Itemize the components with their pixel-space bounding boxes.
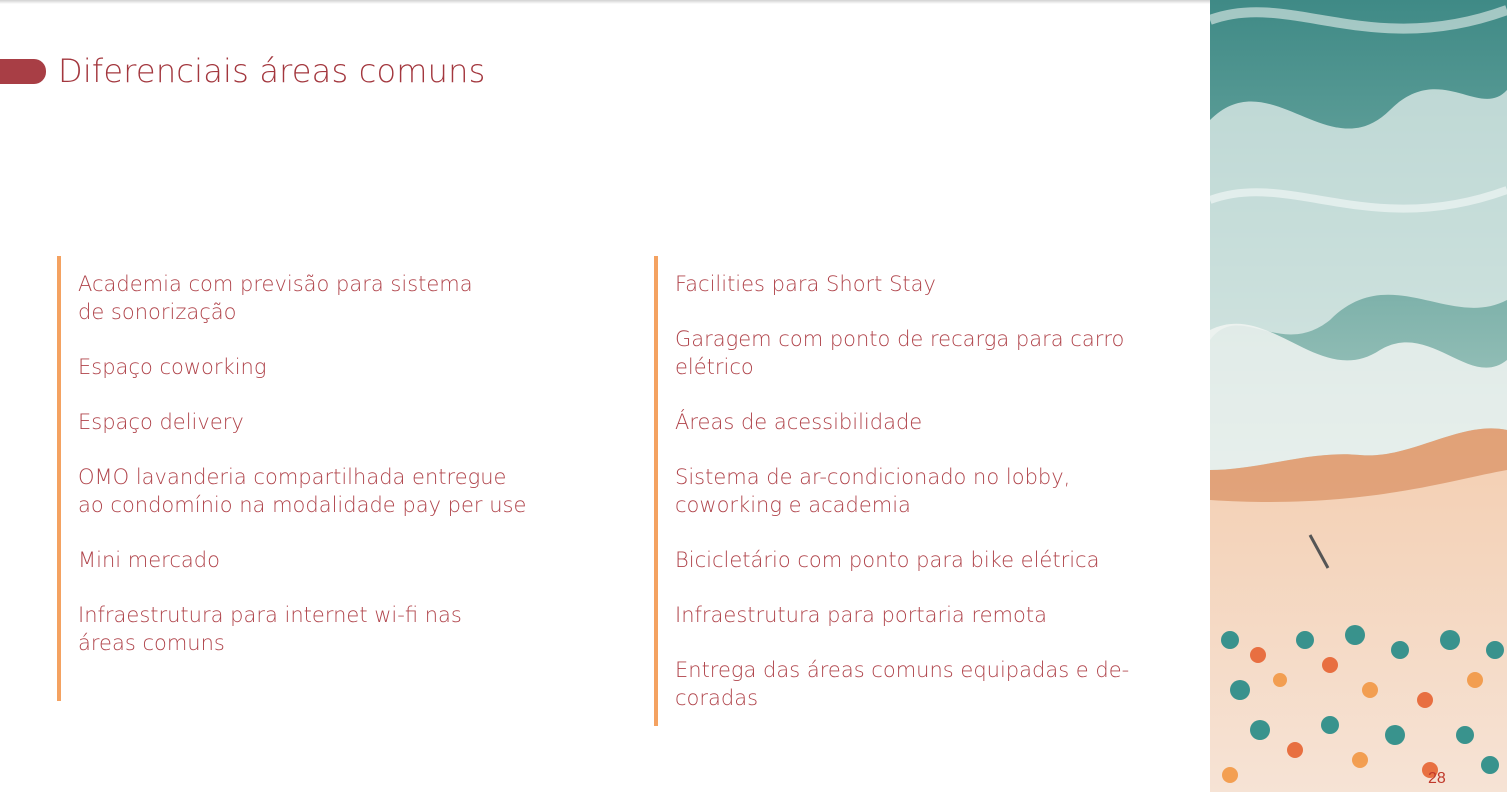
- left-feature-list: [78, 270, 578, 684]
- page-title: Diferenciais áreas comuns: [58, 52, 486, 90]
- list-item: Mini mercado: [78, 548, 220, 572]
- list-item: Áreas de acessibilidade: [675, 410, 923, 434]
- list-item: Bicicletário com ponto para bike elétrica: [675, 548, 1100, 572]
- list-item: Academia com previsão para sistema de sonorização: [78, 272, 473, 324]
- list-item: Garagem com ponto de recarga para carro elétrico: [675, 327, 1125, 379]
- list-item: Facilities para Short Stay: [675, 272, 936, 296]
- top-shadow: [0, 0, 1210, 4]
- list-item: Espaço delivery: [78, 410, 244, 434]
- right-feature-list: [675, 270, 1175, 739]
- left-column: [57, 256, 577, 701]
- list-item: Espaço coworking: [78, 355, 267, 379]
- list-item: Entrega das áreas comuns equipadas e de- coradas: [675, 658, 1130, 710]
- list-item: OMO lavanderia compartilhada entregue ao condomínio na modalidade pay per use: [78, 465, 527, 517]
- list-item: Infraestrutura para internet wi-fi nas áreas comuns: [78, 603, 462, 655]
- beach-aerial-photo: [1210, 0, 1507, 792]
- page-number: 28: [1428, 770, 1446, 787]
- right-column-bar: [654, 256, 658, 726]
- list-item: Sistema de ar-condicionado no lobby, coworking e academia: [675, 465, 1071, 517]
- left-column-bar: [57, 256, 61, 701]
- right-column: [654, 256, 1174, 726]
- list-item: Infraestrutura para portaria remota: [675, 603, 1047, 627]
- title-accent-tab: [0, 59, 46, 84]
